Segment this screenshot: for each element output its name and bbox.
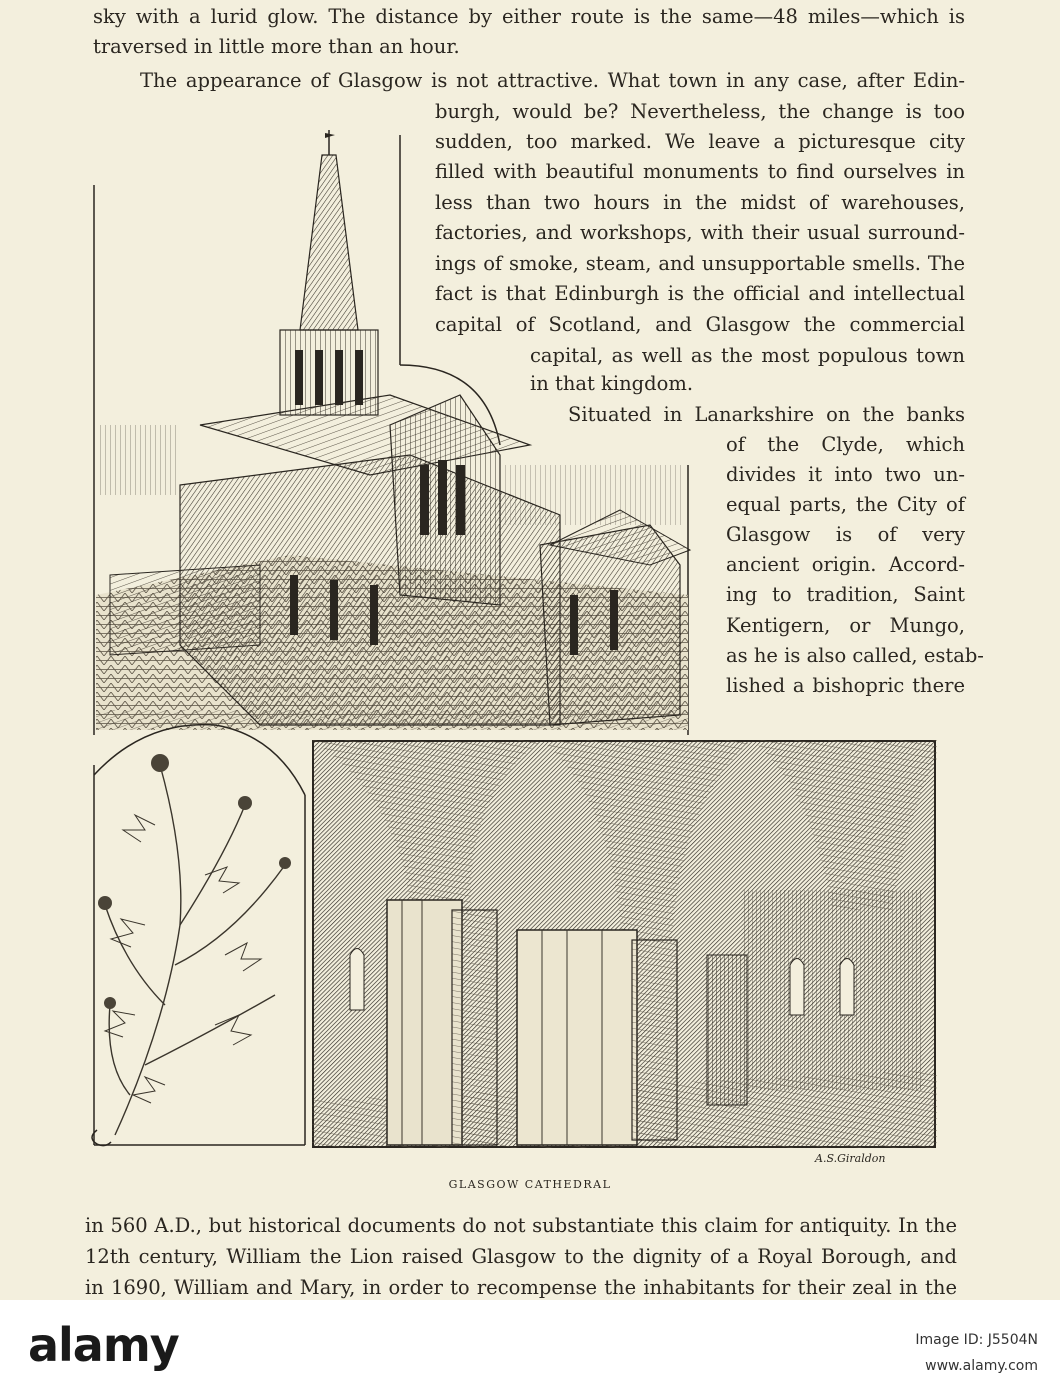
engraver-signature: A.S.Giraldon [815,1152,886,1165]
text-line: Kentigern, or Mungo, [726,614,965,637]
text-line: ing to tradition, Saint [726,583,965,606]
stock-url: www.alamy.com [925,1358,1038,1374]
text-line: ings of smoke, steam, and unsupportable smells. The [435,252,965,275]
text-line: as he is also called, estab- [726,644,984,667]
text-line: in 1690, William and Mary, in order to recompense the inhabitants for their zeal in the [85,1276,957,1299]
figure-caption: GLASGOW CATHEDRAL [448,1178,612,1191]
text-line: ancient origin. Accord- [726,553,965,576]
text-line: fact is that Edinburgh is the official and intellectual [435,282,965,305]
cathedral-exterior-engraving [90,125,695,735]
text-line: of the Clyde, which [726,433,965,456]
thistle-engraving [85,705,310,1150]
text-line: divides it into two un- [726,463,965,486]
stock-image-id: Image ID: J5504N [915,1332,1038,1348]
text-line: 12th century, William the Lion raised Glasgow to the dignity of a Royal Borough, and [85,1245,957,1268]
cathedral-crypt-engraving [312,740,937,1148]
text-line: in 560 A.D., but historical documents do not substantiate this claim for antiquity. In the [85,1214,957,1237]
text-line: factories, and workshops, with their usual surround- [435,221,965,244]
text-line: filled with beautiful monuments to find ourselves in [435,160,965,183]
text-line: The appearance of Glasgow is not attractive. What town in any case, after Edin- [140,69,965,92]
text-line: capital, as well as the most populous town [530,344,965,367]
text-line: sudden, too marked. We leave a picturesque city [435,130,965,153]
text-line: sky with a lurid glow. The distance by either route is the same—48 miles—which is [93,5,965,28]
text-line: in that kingdom. [530,372,694,395]
text-line: lished a bishopric there [726,674,965,697]
text-line: less than two hours in the midst of warehouses, [435,191,965,214]
text-line: capital of Scotland, and Glasgow the commercial [435,313,965,336]
text-line: equal parts, the City of [726,493,965,516]
text-line: Situated in Lanarkshire on the banks [568,403,965,426]
text-line: traversed in little more than an hour. [93,35,460,58]
text-line: Glasgow is of very [726,523,965,546]
stock-logo: alamy [28,1318,179,1372]
text-line: burgh, would be? Nevertheless, the change is too [435,100,965,123]
